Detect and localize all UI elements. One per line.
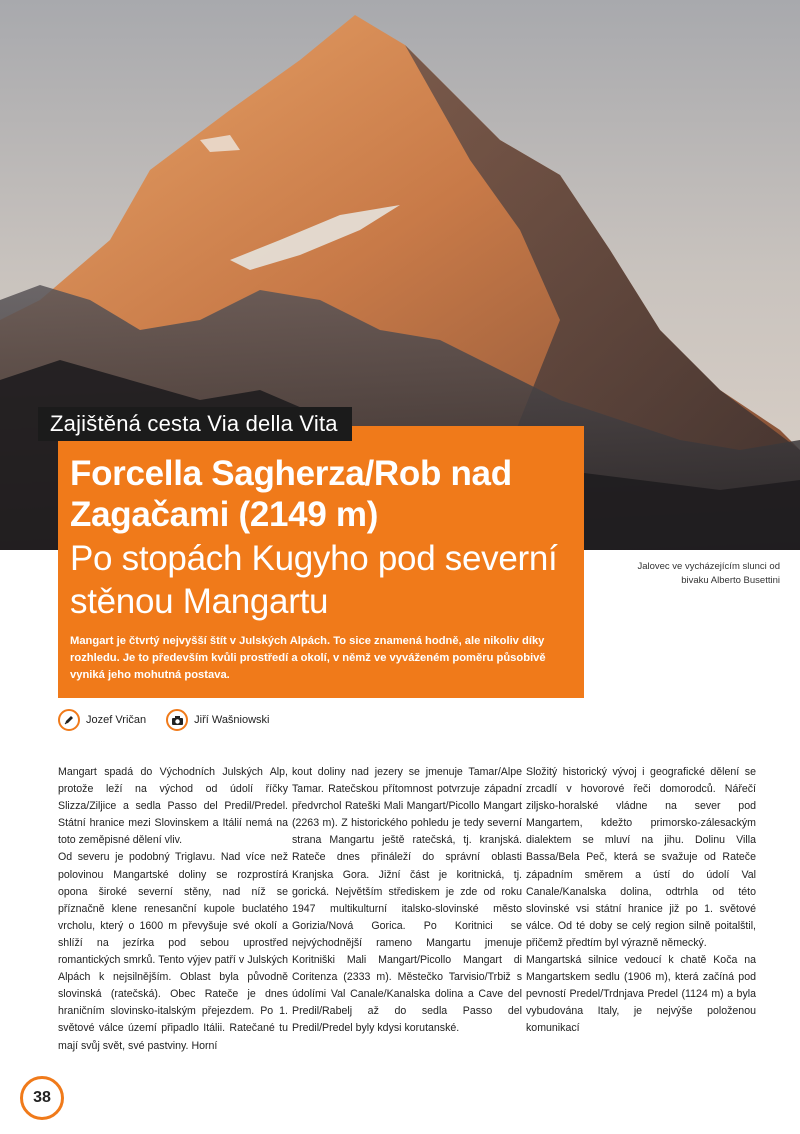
author-name: Jozef Vričan [86,714,147,726]
paragraph: Od severu je podobný Triglavu. Nad více než polovinou Mangartské doliny se rozprostírá opona široké severní stěny, nad níž se příznačně klene renesanční kupole buclatého vrcholu, který o 1600 m převyšuje své okolí a shlíží na jezírka pod sebou uprostřed romantických smrků. Tento výjev patří v Julských Alpách k nejsilnějším. Oblast byla původně slovinská (ratečská). Obec Rateče je dnes hraničním slovinsko-italským přejezdem. Po 1. světové válce území připadlo Itálii. Ratečané tu mají svůj svět, své pastviny. Horní [58,851,288,1052]
page-number: 38 [20,1076,64,1120]
camera-icon [166,709,188,731]
paragraph: Složitý historický vývoj i geografické dělení se zrcadlí v hovorové řeči domorodců. Nářečí ziljsko-horalské vládne na sever pod Mangartem, kdežto primorsko-zálesackým dialektem se mluví na jihu. Dolinu Villa Bassa/Bela Peč, která se svažuje od Rateče západním směrem a ústí do údolí Val Canale/Kanalska dolina, odtrhla od této slovinské vsi státní hranice již po 1. světové válce. Od té doby se celý region silně poitalštil, přičemž předtím byl výrazně německý. [526,766,756,949]
paragraph: kout doliny nad jezery se jmenuje Tamar/Alpe Tamar. Ratečskou přítomnost potvrzuje západní předvrchol Rateški Mali Mangart/Picollo Mangart (2263 m). Z historického pohledu je tedy severní strana Mangartu ještě ratečská, tj. kranjská. Rateče dnes přináleží do správní oblasti Kranjska Gora. Jižní část je koritnická, tj. gorická. Největším střediskem je zde od roku 1947 multikulturní italsko-slovinské město Gorizia/Nová Gorica. Po Koritnici se nejvýchodnější rameno Mangartu jmenuje Koritniški Mali Mangart/Picollo Mangart di Coritenza (2333 m). Městečko Tarvisio/Trbiž s údolími Val Canale/Kanalska dolina a Cave del Predil/Rabelj až do sedla Passo del Predil/Predel byly kdysi korutanské. [292,766,522,1035]
article-title: Forcella Sagherza/Rob nad Zagačami (2149 m) [70,454,512,534]
author-credit [58,709,146,731]
body-column-3 [526,764,756,1038]
section-kicker: Zajištěná cesta Via della Vita [38,407,352,441]
body-column-1 [58,764,288,1055]
pen-icon [58,709,80,731]
photographer-name: Jiří Wašniowski [194,714,270,726]
article-lead: Mangart je čtvrtý nejvyšší štít v Julských Alpách. To sice znamená hodně, ale nikoliv díky rozhledu. Je to především kvůli prostředí a okolí, v němž ve vyváženém poměru působivě vyniká jeho mohutná postava. [70,635,546,681]
photographer-credit [166,709,269,731]
photo-caption: Jalovec ve vycházejícím slunci od bivaku Alberto Busettini [637,561,780,586]
credits-row [58,707,290,733]
paragraph: Mangart spadá do Východních Julských Alp, protože leží na východ od údolí říčky Slizza/Ziljice a sedla Passo del Predil/Predel. Státní hranice mezi Slovinskem a Itálií nemá na toto zeměpisné dělení vliv. [58,766,288,847]
body-column-2 [292,764,522,1038]
paragraph: Mangartská silnice vedoucí k chatě Koča na Mangartskem sedlu (1906 m), která začíná pod pevností Predel/Trdnjava Predel (1124 m) a byla vybudována Italy, je nejvýše položenou komunikací [526,954,756,1035]
article-subtitle: Po stopách Kugyho pod severní stěnou Mangartu [70,539,558,621]
